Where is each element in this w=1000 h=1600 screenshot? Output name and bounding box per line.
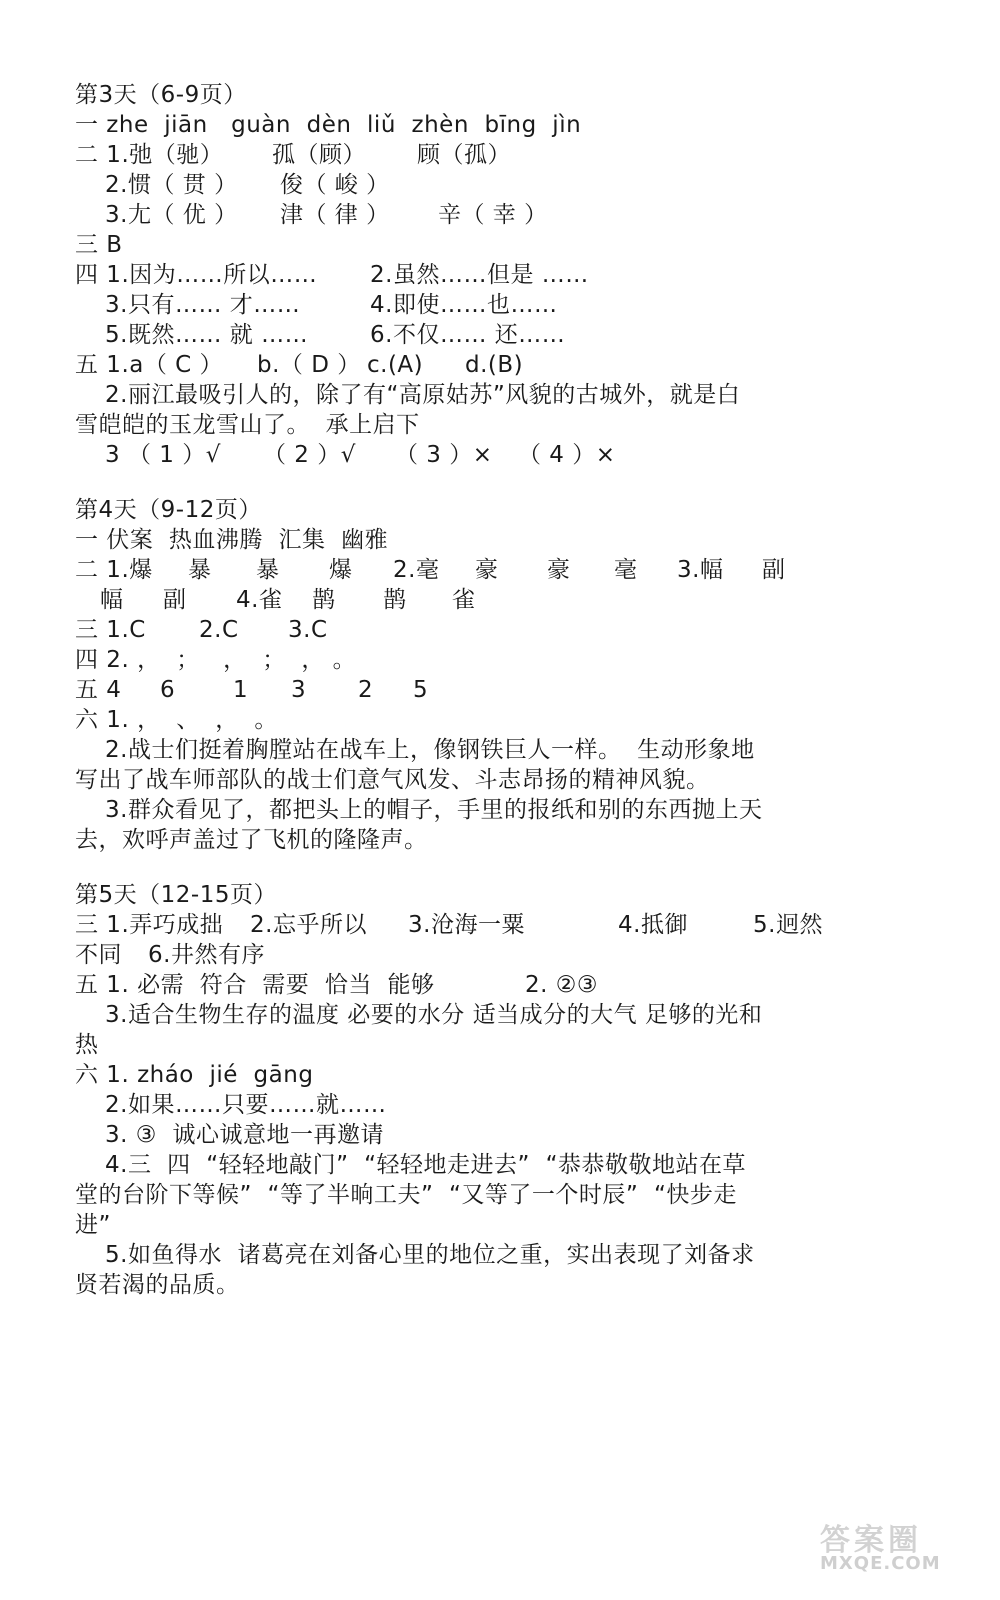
answer-text: 3 （ 1 ）√ xyxy=(105,442,221,468)
answer-text: 副 xyxy=(163,587,187,613)
answer-text: 3.C xyxy=(288,617,328,643)
answer-text: 副 xyxy=(762,557,786,583)
answer-text: 3.群众看见了，都把头上的帽子，手里的报纸和别的东西抛上天 xyxy=(105,797,763,823)
answer-text: 贤若渴的品质。 xyxy=(75,1272,240,1298)
answer-text: 3 xyxy=(291,677,307,703)
answer-text: 六 1. ， 、 ， 。 xyxy=(75,707,278,733)
answer-text: 6.井然有序 xyxy=(148,942,265,968)
answer-text: （ 2 ）√ xyxy=(263,442,356,468)
answer-text: 2.虽然……但是 …… xyxy=(370,262,589,288)
answer-text: 辛（ 幸 ） xyxy=(438,202,548,228)
answer-text: 爆 xyxy=(329,557,353,583)
answer-text: 写出了战车师部队的战士们意气风发、斗志昂扬的精神风貌。 xyxy=(75,767,710,793)
answer-text: d.(B) xyxy=(465,352,524,378)
answer-text: 暴 xyxy=(188,557,212,583)
answer-text: 三 1.弄巧成拙 xyxy=(75,912,224,938)
answer-text: 四 1.因为……所以…… xyxy=(75,262,318,288)
answer-text: 2.忘乎所以 xyxy=(250,912,367,938)
answer-text: 6.不仅…… 还…… xyxy=(370,322,566,348)
answer-text: 幅 xyxy=(100,587,124,613)
answer-text: 四 2. ， ； ， ； ， 。 xyxy=(75,647,357,673)
watermark-url: MXQE.COM xyxy=(820,1553,941,1574)
answer-text: 俊（ 峻 ） xyxy=(280,172,390,198)
answer-text: 2.毫 xyxy=(393,557,440,583)
answer-text: 豪 xyxy=(475,557,499,583)
answer-text: 雀 xyxy=(452,587,476,613)
answer-text: 堂的台阶下等候” “等了半晌工夫” “又等了一个时辰” “快步走 xyxy=(75,1182,737,1208)
answer-text: 三 1.C xyxy=(75,617,146,643)
answer-text: 去，欢呼声盖过了飞机的隆隆声。 xyxy=(75,827,428,853)
answer-text: c.(A) xyxy=(367,352,424,378)
answer-text: 进” xyxy=(75,1212,111,1238)
answer-text: 鹊 xyxy=(383,587,407,613)
answer-text: 5.迥然 xyxy=(753,912,823,938)
answer-text: 暴 xyxy=(256,557,280,583)
answer-text: 二 1.爆 xyxy=(75,557,153,583)
answer-text: 2 xyxy=(358,677,374,703)
answer-text: 第4天（9-12页） xyxy=(75,497,262,523)
answer-text: （ 4 ）× xyxy=(518,442,616,468)
answer-text: 5.既然…… 就 …… xyxy=(105,322,309,348)
watermark-title: 答案圈 xyxy=(820,1523,922,1558)
answer-text: 鹊 xyxy=(312,587,336,613)
answer-text: 第5天（12-15页） xyxy=(75,882,277,908)
answer-text: 六 1. zháo jié gāng xyxy=(75,1062,314,1088)
answer-text: 雪皑皑的玉龙雪山了。 承上启下 xyxy=(75,412,420,438)
watermark-logo xyxy=(820,1515,970,1580)
answer-text: 3.只有…… 才…… xyxy=(105,292,301,318)
answer-text: 5 xyxy=(413,677,429,703)
answer-text: 3.沧海一粟 xyxy=(408,912,525,938)
answer-text: 3.适合生物生存的温度 必要的水分 适当成分的大气 足够的光和 xyxy=(105,1002,763,1028)
answer-text: 五 1. 必需 符合 需要 恰当 能够 xyxy=(75,972,435,998)
answer-text: 4.抵御 xyxy=(618,912,688,938)
answer-text: 2.如果……只要……就…… xyxy=(105,1092,387,1118)
answer-text: 4.雀 xyxy=(236,587,283,613)
answer-text: （ 3 ）× xyxy=(395,442,493,468)
answer-text: 豪 xyxy=(547,557,571,583)
answer-text: 4.三 四 “轻轻地敲门” “轻轻地走进去” “恭恭敬敬地站在草 xyxy=(105,1152,747,1178)
answer-text: 津（ 律 ） xyxy=(280,202,390,228)
answer-text: 2.C xyxy=(199,617,239,643)
answer-text: 不同 xyxy=(75,942,122,968)
answer-text: 孤（顾） xyxy=(272,142,366,168)
answer-text: 顾（孤） xyxy=(417,142,511,168)
answer-text: 1 xyxy=(233,677,249,703)
answer-text: 3. ③ 诚心诚意地一再邀请 xyxy=(105,1122,384,1148)
answer-text: 2.丽江最吸引人的，除了有“高原姑苏”风貌的古城外，就是白 xyxy=(105,382,741,408)
answer-text: 3.尢（ 优 ） xyxy=(105,202,238,228)
answer-text: 一 伏案 热血沸腾 汇集 幽雅 xyxy=(75,527,389,553)
answer-text: 毫 xyxy=(614,557,638,583)
answer-text: 3.幅 xyxy=(677,557,724,583)
answer-text: 一 zhe jiān guàn dèn liǔ zhèn bīng jìn xyxy=(75,112,582,138)
answer-text: 2.惯（ 贯 ） xyxy=(105,172,238,198)
answer-text: 2. ②③ xyxy=(525,972,598,998)
answer-text: 2.战士们挺着胸膛站在战车上，像钢铁巨人一样。 生动形象地 xyxy=(105,737,755,763)
answer-text: 热 xyxy=(75,1032,99,1058)
answer-text: 二 1.弛（驰） xyxy=(75,142,224,168)
answer-text: 6 xyxy=(160,677,176,703)
answer-text: 5.如鱼得水 诸葛亮在刘备心里的地位之重，实出表现了刘备求 xyxy=(105,1242,755,1268)
answer-text: b.（ D ） xyxy=(257,352,361,378)
answer-text: 第3天（6-9页） xyxy=(75,82,247,108)
answer-text: 五 4 xyxy=(75,677,122,703)
answer-text: 五 1.a（ C ） xyxy=(75,352,224,378)
answer-text: 三 B xyxy=(75,232,123,258)
answer-text: 4.即使……也…… xyxy=(370,292,558,318)
